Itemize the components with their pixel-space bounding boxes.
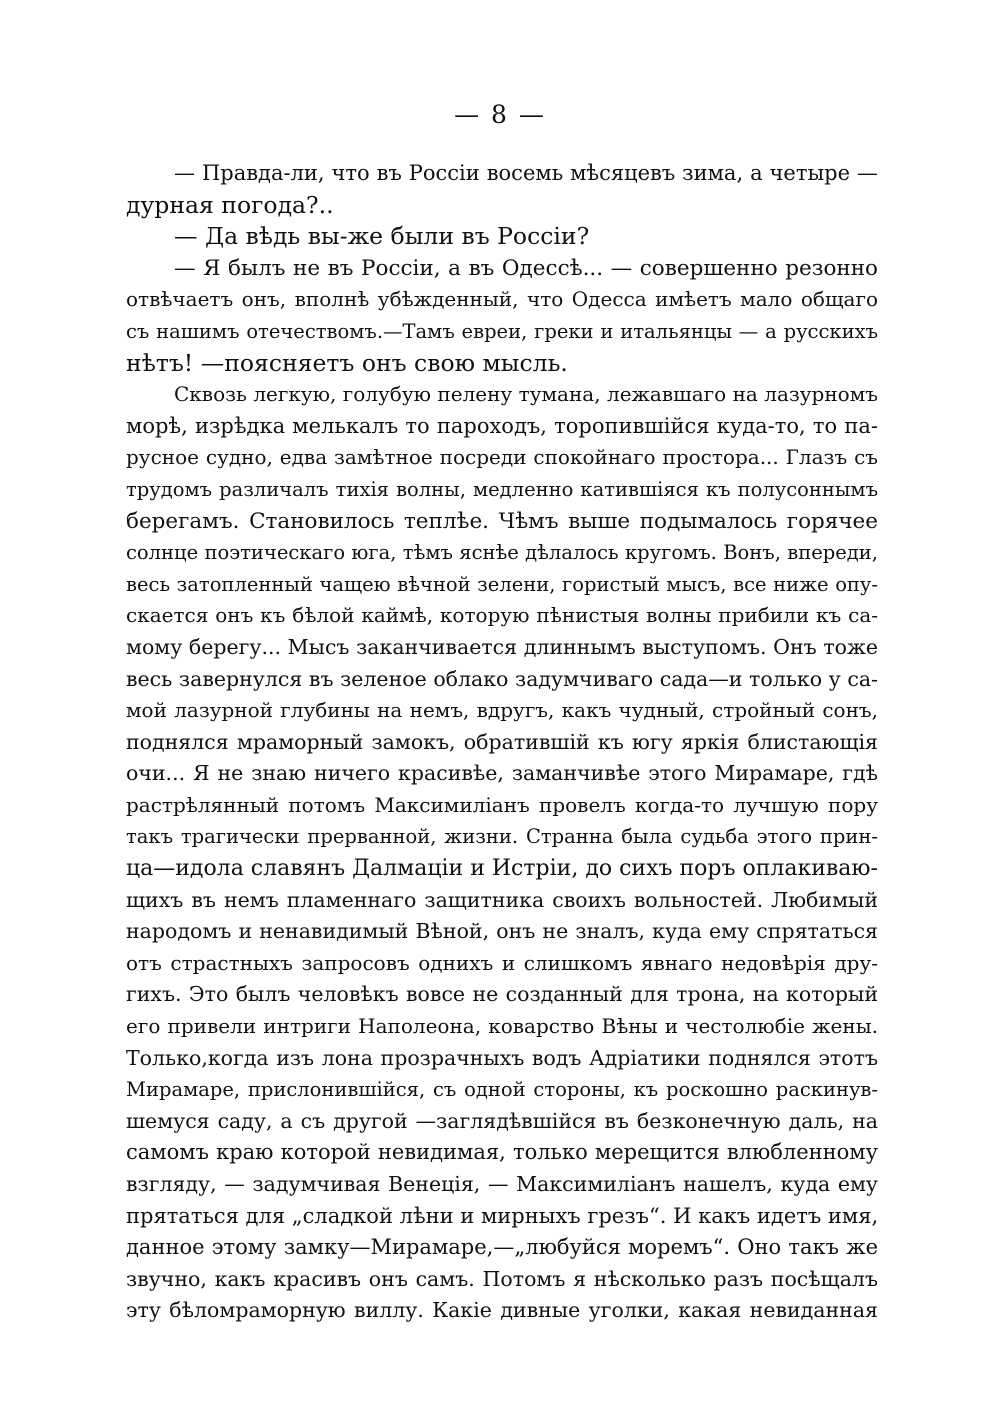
text-line: прятаться для „сладкой лѣни и мирныхъ грезъ“. И какъ идетъ имя, [126,1203,879,1228]
text-line: растрѣлянный потомъ Максимиліанъ провелъ когда-то лучшую пору [126,792,878,817]
text-line: народомъ и ненавидимый Вѣной, онъ не зналъ, куда ему спрятаться [126,919,878,944]
body-text [126,158,878,1327]
text-line: его привели интриги Наполеона, коварство Вѣны и честолюбіе жены. [126,1014,878,1039]
text-line: мому берегу... Мысъ заканчивается длиннымъ выступомъ. Онъ тоже [126,634,878,659]
text-line: — Да вѣдь вы-же были въ Россіи? [174,222,590,251]
text-line: трудомъ различалъ тихія волны, медленно катившіяся къ полусоннымъ [126,477,878,501]
text-line: щихъ въ немъ пламеннаго защитника своихъ вольностей. Любимый [126,887,878,912]
text-line: — Я былъ не въ Россіи, а въ Одессѣ... — совершенно резонно [174,255,878,281]
text-line: звучно, какъ красивъ онъ самъ. Потомъ я нѣсколько разъ посѣщалъ [126,1266,878,1291]
text-line: морѣ, изрѣдка мелькалъ то пароходъ, торопившійся куда-то, то па- [126,413,878,438]
text-line: поднялся мраморный замокъ, обратившій къ югу яркія блистающія [126,729,878,754]
text-line: Мирамаре, прислонившійся, съ одной стороны, къ роскошно раскинув- [126,1078,878,1102]
text-line: самомъ краю которой невидимая, только мерещится влюбленному [126,1140,878,1165]
text-line: нѣтъ! —поясняетъ онъ свою мысль. [126,348,568,377]
text-line: эту бѣломраморную виллу. Какіе дивные уголки, какая невиданная [126,1298,878,1323]
text-line: солнце поэтическаго юга, тѣмъ яснѣе дѣлалось кругомъ. Вонъ, впереди, [126,541,878,565]
text-line: данное этому замку—Мирамаре,—„любуйся моремъ“. Оно такъ же [126,1235,878,1260]
text-line: очи... Я не знаю ничего красивѣе, заманчивѣе этого Мирамаре, гдѣ [126,761,878,786]
text-line: весь завернулся въ зеленое облако задумчиваго сада—и только у са- [126,666,878,691]
text-line: русное судно, едва замѣтное посреди спокойнаго простора... Глазъ съ [126,445,878,470]
text-line: весь затопленный чащею вѣчной зелени, гористый мысъ, все ниже опу- [126,572,878,596]
text-line: съ нашимъ отечествомъ.—Тамъ евреи, греки и итальянцы — а русскихъ [126,319,878,343]
text-line: Только,когда изъ лона прозрачныхъ водъ Адріатики поднялся этотъ [126,1045,878,1070]
text-line: дурная погода?.. [126,190,334,219]
text-line: ца—идола славянъ Далмаціи и Истріи, до сихъ поръ оплакиваю- [126,856,878,882]
text-line: Сквозь легкую, голубую пелену тумана, лежавшаго на лазурномъ [174,382,878,407]
page-number: — 8 — [454,100,546,129]
text-line: скается онъ къ бѣлой каймѣ, которую пѣнистыя волны прибили къ са- [126,603,878,628]
text-line: отвѣчаетъ онъ, вполнѣ убѣжденный, что Одесса имѣетъ мало общаго [126,287,878,312]
text-line: — Правда-ли, что въ Россіи восемь мѣсяцевъ зима, а четыре — [174,161,878,185]
text-line: берегамъ. Становилось теплѣе. Чѣмъ выше подымалось горячее [126,508,878,534]
text-line: шемуся саду, а съ другой —заглядѣвшійся въ безконечную даль, на [126,1108,878,1133]
text-line: отъ страстныхъ запросовъ однихъ и слишкомъ явнаго недовѣрія дру- [126,950,878,975]
text-line: мой лазурной глубины на немъ, вдругъ, какъ чудный, стройный сонъ, [126,698,878,723]
text-line: такъ трагически прерванной, жизни. Странна была судьба этого прин- [126,825,878,849]
text-line: гихъ. Это былъ человѣкъ вовсе не созданный для трона, на который [126,982,878,1007]
text-line: взгляду, — задумчивая Венеція, — Максимиліанъ нашелъ, куда ему [126,1172,878,1196]
